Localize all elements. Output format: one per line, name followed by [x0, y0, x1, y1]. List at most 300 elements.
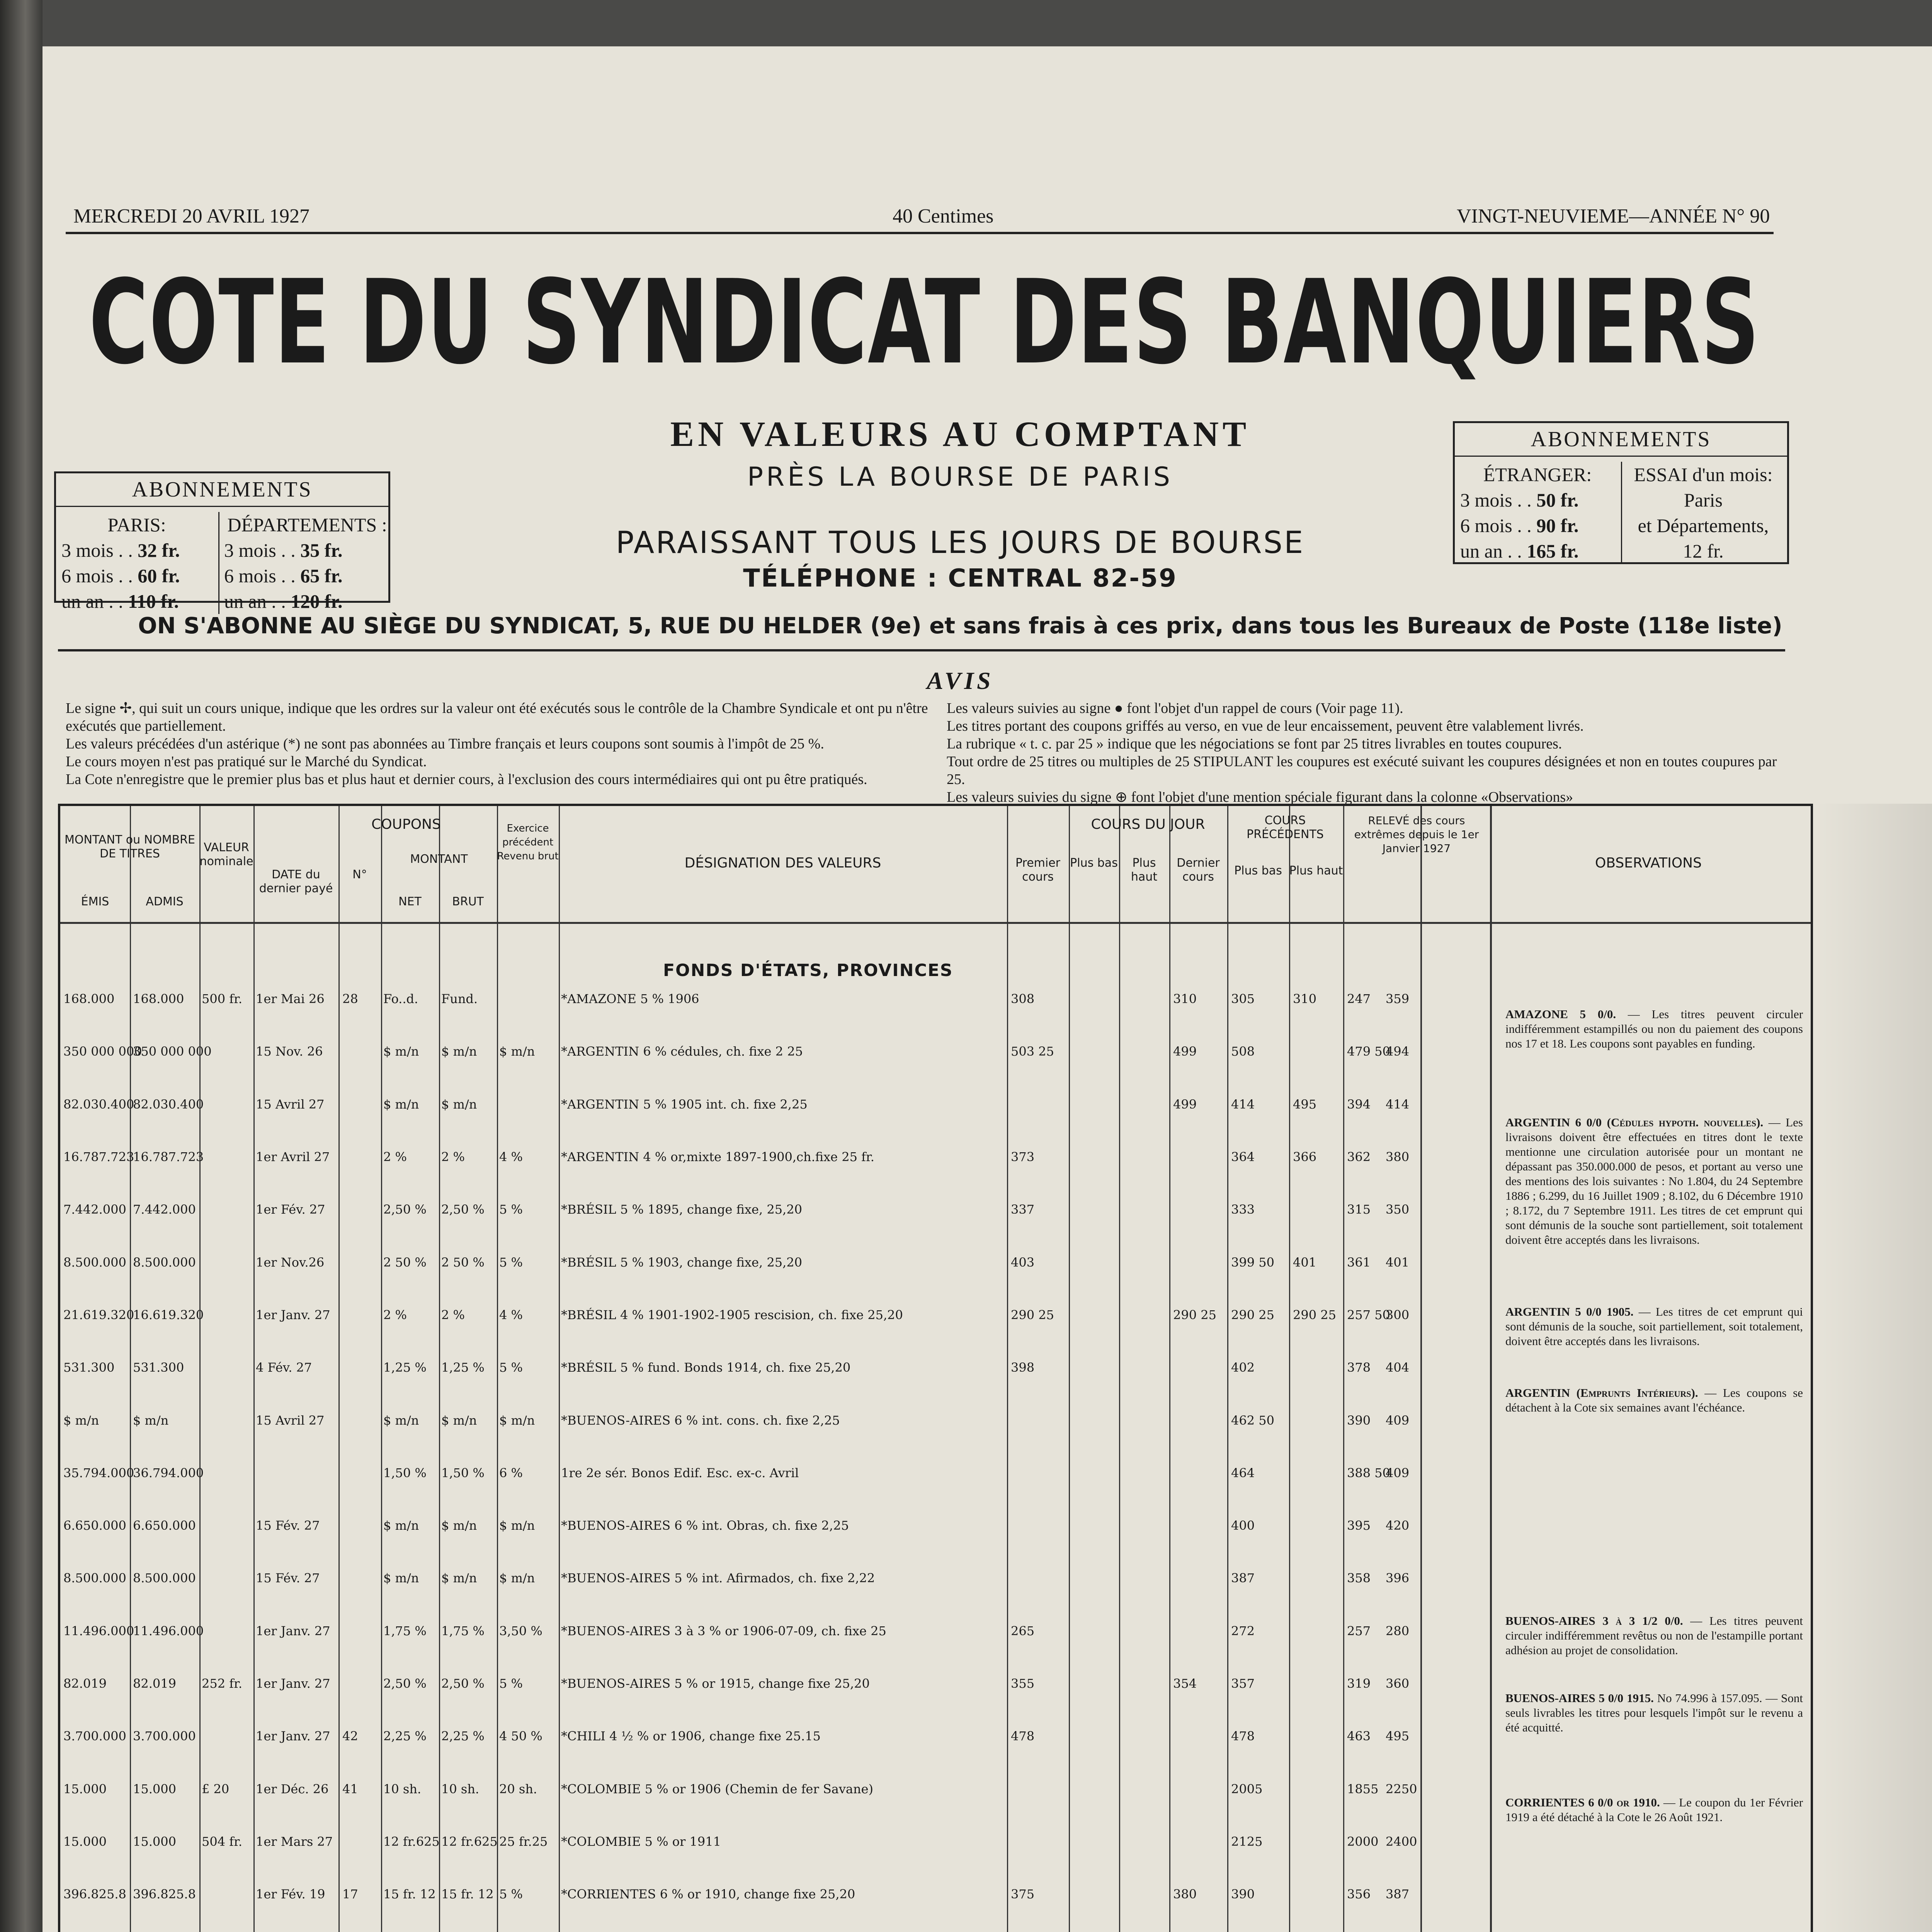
observation-title: ARGENTIN 5 0/0 1905. [1505, 1305, 1634, 1318]
observation-text: — Les livraisons doivent être effectuées en titres dont le texte mentionne une circulation autorisée pour un montant ne dépassant pas 350.000.000 de pesos, et portant au verso une des mentions des lois suivantes : No 1.804, du 24 Septembre 1886 ; 6.299, du 16 Juillet 1909 ; 8.102, du 6 Décembre 1910 ; 8.172, du 7 Septembre 1911. Les titres de cet emprunt qui sont démunis de la souche sont partiellement, soit totalement doivent être acceptés dans les livraisons. [1505, 1116, 1803, 1247]
cell-brut: $ m/n [441, 1097, 477, 1112]
cell-admis: 3.700.000 [133, 1729, 196, 1744]
cell-r2: 409 [1386, 1413, 1410, 1428]
cell-c1: 403 [1011, 1255, 1035, 1270]
cell-des: *BRÉSIL 5 % 1903, change fixe, 25,20 [561, 1255, 802, 1270]
cell-c4: 354 [1173, 1676, 1197, 1691]
cell-net: 2 % [383, 1307, 407, 1322]
column-divider [1169, 806, 1170, 1932]
observation-note [1505, 1304, 1803, 1349]
cell-brut: 2 % [441, 1149, 465, 1164]
cell-emis: 82.019 [63, 1676, 107, 1691]
cell-net: Fo..d. [383, 992, 418, 1006]
price-value: 165 fr. [1527, 540, 1579, 562]
column-divider [1490, 806, 1492, 1932]
col-head-dernier: Dernier cours [1177, 856, 1220, 884]
column-divider [253, 806, 255, 1932]
cell-des: *BRÉSIL 5 % fund. Bonds 1914, ch. fixe 25,20 [561, 1360, 851, 1375]
telephone-line: TÉLÉPHONE : CENTRAL 82-59 [743, 564, 1177, 593]
cell-brut: 1,50 % [441, 1465, 485, 1480]
col-head-emis: ÉMIS [81, 895, 109, 908]
col-head-designation: DÉSIGNATION DES VALEURS [684, 855, 881, 871]
cell-emis: 8.500.000 [63, 1255, 126, 1270]
cell-des: *BUENOS-AIRES 5 % or 1915, change fixe 25,20 [561, 1676, 870, 1691]
cell-ex: 4 50 % [499, 1729, 543, 1744]
paris-column [61, 512, 212, 614]
cell-net: 2 50 % [383, 1255, 427, 1270]
observation-note [1505, 1007, 1803, 1051]
cell-p1: 272 [1231, 1623, 1255, 1638]
observation-title: BUENOS-AIRES 5 0/0 1915. [1505, 1691, 1654, 1705]
col-head-cours-jour: COURS DU JOUR [1091, 816, 1205, 832]
cell-r1: 1855 [1347, 1781, 1379, 1796]
cell-r1: 358 [1347, 1571, 1371, 1586]
cell-brut: $ m/n [441, 1518, 477, 1533]
col-head-date: DATE du dernier payé [259, 868, 333, 895]
cell-net: 10 sh. [383, 1781, 422, 1796]
cell-net: 2,50 % [383, 1676, 427, 1691]
issue-date: MERCREDI 20 AVRIL 1927 [73, 205, 310, 227]
cell-val: £ 20 [202, 1781, 230, 1796]
col-head-num: N° [352, 868, 367, 881]
cell-ex: 5 % [499, 1202, 523, 1217]
avis-paragraph: Les valeurs précédées d'un astérique (*) ne sont pas abonnées au Timbre français et leurs coupons sont soumis à l'impôt de 25 %. [66, 736, 824, 752]
cell-c1: 337 [1011, 1202, 1035, 1217]
price-label: 3 mois . . [224, 539, 296, 561]
issue-price: 40 Centimes [893, 205, 994, 227]
cell-emis: 8.500.000 [63, 1571, 126, 1586]
col-head-observations: OBSERVATIONS [1595, 855, 1702, 871]
cell-p2: 366 [1293, 1149, 1317, 1164]
cell-r1: 378 [1347, 1360, 1371, 1375]
cell-net: $ m/n [383, 1518, 419, 1533]
observation-title: ARGENTIN (Emprunts Intérieurs). [1505, 1386, 1698, 1400]
cell-admis: 6.650.000 [133, 1518, 196, 1533]
price-label: 3 mois . . [61, 539, 133, 561]
col-head-montant: MONTANT ou NOMBRE DE TITRES [65, 833, 195, 861]
cell-emis: 3.700.000 [63, 1729, 126, 1744]
col-head-valeur: VALEUR nominale [199, 841, 253, 868]
col-head-plus-haut: Plus haut [1131, 856, 1158, 884]
cell-r1: 257 [1347, 1623, 1371, 1638]
cell-c1: 503 25 [1011, 1044, 1054, 1059]
cell-date: 1er Nov.26 [256, 1255, 325, 1270]
cell-c1: 478 [1011, 1729, 1035, 1744]
cell-brut: 1,25 % [441, 1360, 485, 1375]
cell-brut: 12 fr.625 [441, 1834, 498, 1849]
price-value: 35 fr. [300, 539, 343, 561]
cell-c1: 375 [1011, 1887, 1035, 1902]
cell-brut: $ m/n [441, 1571, 477, 1586]
cell-r1: 479 50 [1347, 1044, 1390, 1059]
cell-ex: 20 sh. [499, 1781, 537, 1796]
observation-title: BUENOS-AIRES 3 à 3 1/2 0/0. [1505, 1614, 1683, 1628]
departements-column [218, 512, 390, 614]
cell-admis: 8.500.000 [133, 1255, 196, 1270]
observation-note [1505, 1614, 1803, 1658]
cell-p2: 310 [1293, 992, 1317, 1006]
cell-ex: 5 % [499, 1255, 523, 1270]
col-head-prec-haut: Plus haut [1289, 864, 1343, 878]
cell-r1: 388 50 [1347, 1465, 1390, 1480]
cell-r1: 390 [1347, 1413, 1371, 1428]
cell-date: 15 Fév. 27 [256, 1518, 320, 1533]
observation-note [1505, 1386, 1803, 1415]
column-divider [1069, 806, 1070, 1932]
cell-p1: 399 50 [1231, 1255, 1274, 1270]
column-divider [199, 806, 201, 1932]
paris-heading: PARIS: [107, 514, 166, 536]
observation-note [1505, 1115, 1803, 1247]
col-head-exercice: Exercice précédent Revenu brut [497, 823, 559, 862]
publication-frequency: PARAISSANT TOUS LES JOURS DE BOURSE [616, 526, 1305, 560]
section-title: FONDS D'ÉTATS, PROVINCES [663, 961, 953, 980]
price-value: 60 fr. [138, 565, 180, 587]
cell-r1: 356 [1347, 1887, 1371, 1902]
price-label: un an . . [224, 590, 286, 612]
col-head-releve: RELEVÉ des cours extrêmes depuis le 1er Janvier 1927 [1354, 814, 1479, 855]
header-bottom-rule [60, 922, 1811, 924]
cell-r2: 409 [1386, 1465, 1410, 1480]
cell-ex: $ m/n [499, 1413, 535, 1428]
cell-emis: 11.496.000 [63, 1623, 134, 1638]
cell-emis: 168.000 [63, 992, 115, 1006]
cell-admis: 396.825.8 [133, 1887, 196, 1902]
cell-brut: 10 sh. [441, 1781, 480, 1796]
issue-number: VINGT-NEUVIEME—ANNÉE N° 90 [1457, 205, 1770, 227]
cell-date: 15 Fév. 27 [256, 1571, 320, 1586]
cell-des: *ARGENTIN 5 % 1905 int. ch. fixe 2,25 [561, 1097, 808, 1112]
avis-paragraph: Les valeurs suivies au signe ● font l'objet d'un rappel de cours (Voir page 11). [947, 700, 1403, 716]
cell-ex: 5 % [499, 1360, 523, 1375]
cell-r2: 420 [1386, 1518, 1410, 1533]
cell-des: 1re 2e sér. Bonos Edif. Esc. ex-c. Avril [561, 1465, 799, 1480]
masthead-subtitle: EN VALEURS AU COMPTANT [670, 414, 1250, 454]
price-value: 32 fr. [138, 539, 180, 561]
section-rule [58, 649, 1785, 651]
price-value: 90 fr. [1536, 515, 1579, 536]
cell-r2: 360 [1386, 1676, 1410, 1691]
cell-admis: 82.019 [133, 1676, 176, 1691]
cell-brut: 15 fr. 12 [441, 1887, 494, 1902]
column-divider [1343, 806, 1344, 1932]
avis-paragraph: La rubrique « t. c. par 25 » indique que les négociations se font par 25 titres livrables en toutes coupures. [947, 736, 1562, 752]
cell-emis: 350 000 000 [63, 1044, 142, 1059]
cell-p1: 364 [1231, 1149, 1255, 1164]
cell-p1: 357 [1231, 1676, 1255, 1691]
price-label: 6 mois . . [61, 565, 133, 587]
cell-r1: 463 [1347, 1729, 1371, 1744]
cell-p1: 400 [1231, 1518, 1255, 1533]
cell-brut: 2,50 % [441, 1676, 485, 1691]
avis-paragraph: Les titres portant des coupons griffés au verso, en vue de leur encaissement, peuvent être valablement livrés. [947, 718, 1584, 734]
cell-brut: 2,25 % [441, 1729, 485, 1744]
cell-c4: 380 [1173, 1887, 1197, 1902]
cell-r1: 257 50 [1347, 1307, 1390, 1322]
cell-p1: 478 [1231, 1729, 1255, 1744]
subscriptions-title: ABONNEMENTS [1455, 423, 1787, 457]
cell-des: *COLOMBIE 5 % or 1906 (Chemin de fer Savane) [561, 1781, 874, 1796]
col-head-prec-bas: Plus bas [1234, 864, 1282, 878]
cell-des: *COLOMBIE 5 % or 1911 [561, 1834, 721, 1849]
cell-des: *BUENOS-AIRES 6 % int. cons. ch. fixe 2,25 [561, 1413, 840, 1428]
cell-admis: 168.000 [133, 992, 184, 1006]
essai-column [1621, 462, 1784, 564]
cell-date: 1er Janv. 27 [256, 1676, 330, 1691]
cell-des: *AMAZONE 5 % 1906 [561, 992, 699, 1006]
essai-line: Paris [1684, 489, 1723, 511]
observation-title: CORRIENTES 6 0/0 or 1910. [1505, 1796, 1660, 1809]
cell-emis: 396.825.8 [63, 1887, 126, 1902]
observation-text: — Les coupons se détachent à la Cote six semaines avant l'échéance. [1505, 1386, 1803, 1414]
cell-net: 1,50 % [383, 1465, 427, 1480]
cell-c1: 308 [1011, 992, 1035, 1006]
column-divider [1289, 806, 1290, 1932]
cell-r2: 494 [1386, 1044, 1410, 1059]
cell-des: *BUENOS-AIRES 5 % int. Afirmados, ch. fixe 2,22 [561, 1571, 875, 1586]
cell-brut: $ m/n [441, 1044, 477, 1059]
masthead-location: PRÈS LA BOURSE DE PARIS [747, 462, 1173, 492]
column-divider [130, 806, 131, 1932]
page-right-margin [1816, 804, 1932, 1932]
avis-right-column [947, 699, 1785, 806]
essai-line: et Départements, [1638, 515, 1769, 536]
cell-p1: 333 [1231, 1202, 1255, 1217]
cell-r2: 414 [1386, 1097, 1410, 1112]
cell-date: 1er Mars 27 [256, 1834, 333, 1849]
cell-emis: 15.000 [63, 1834, 107, 1849]
cell-p1: 462 50 [1231, 1413, 1274, 1428]
cell-p1: 2005 [1231, 1781, 1263, 1796]
cell-admis: 16.787.723 [133, 1149, 204, 1164]
cell-emis: 7.442.000 [63, 1202, 126, 1217]
cell-net: $ m/n [383, 1571, 419, 1586]
cell-ex: $ m/n [499, 1518, 535, 1533]
column-divider [1007, 806, 1008, 1932]
cell-r2: 359 [1386, 992, 1410, 1006]
col-head-cours-precedents: COURS PRÉCÉDENTS [1247, 814, 1324, 841]
cell-ex: 3,50 % [499, 1623, 543, 1638]
price-value: 110 fr. [128, 590, 179, 612]
observation-text: No 74.996 à 157.095. — Sont seuls livrables les titres pour lesquels l'impôt sur le revenu a été acquitté. [1505, 1691, 1803, 1734]
etranger-column [1460, 462, 1615, 564]
cell-emis: 6.650.000 [63, 1518, 126, 1533]
avis-paragraph: Le cours moyen n'est pas pratiqué sur le Marché du Syndicat. [66, 753, 427, 770]
cell-r1: 362 [1347, 1149, 1371, 1164]
quotation-table [58, 804, 1813, 1932]
cell-brut: 1,75 % [441, 1623, 485, 1638]
cell-admis: 350 000 000 [133, 1044, 212, 1059]
cell-p2: 290 25 [1293, 1307, 1336, 1322]
col-head-admis: ADMIS [146, 895, 184, 908]
page-binding-edge [0, 0, 43, 1932]
cell-date: 1er Avril 27 [256, 1149, 330, 1164]
cell-ex: $ m/n [499, 1571, 535, 1586]
cell-date: 1er Fév. 19 [256, 1887, 325, 1902]
cell-net: 12 fr.625 [383, 1834, 440, 1849]
cell-p1: 390 [1231, 1887, 1255, 1902]
cell-p1: 2125 [1231, 1834, 1263, 1849]
avis-title: AVIS [927, 667, 994, 694]
cell-r2: 401 [1386, 1255, 1410, 1270]
cell-r1: 315 [1347, 1202, 1371, 1217]
essai-line: 12 fr. [1683, 540, 1724, 562]
column-divider [439, 806, 440, 1932]
essai-line: ESSAI d'un mois: [1634, 464, 1773, 485]
price-value: 50 fr. [1536, 489, 1579, 511]
cell-p1: 414 [1231, 1097, 1255, 1112]
cell-r1: 361 [1347, 1255, 1371, 1270]
observation-text: — Les titres de cet emprunt qui sont démunis de la souche, soit partiellement, soit totalement, doivent être acceptés dans les livraisons. [1505, 1305, 1803, 1348]
cell-des: *CORRIENTES 6 % or 1910, change fixe 25,20 [561, 1887, 855, 1902]
cell-ex: 5 % [499, 1887, 523, 1902]
avis-paragraph: Les valeurs suivies du signe ⊕ font l'objet d'une mention spéciale figurant dans la colonne «Observations» [947, 789, 1573, 805]
cell-r1: 394 [1347, 1097, 1371, 1112]
price-label: 6 mois . . [1460, 515, 1532, 536]
cell-des: *BUENOS-AIRES 6 % int. Obras, ch. fixe 2,25 [561, 1518, 849, 1533]
cell-ex: 25 fr.25 [499, 1834, 548, 1849]
cell-net: $ m/n [383, 1097, 419, 1112]
cell-c1: 355 [1011, 1676, 1035, 1691]
observation-title: ARGENTIN 6 0/0 (Cédules hypoth. nouvelles). [1505, 1116, 1764, 1129]
cell-brut: Fund. [441, 992, 478, 1006]
header-rule [66, 232, 1774, 234]
cell-p1: 290 25 [1231, 1307, 1274, 1322]
cell-emis: 21.619.320 [63, 1307, 134, 1322]
col-head-premier: Premier cours [1015, 856, 1061, 884]
price-label: un an . . [61, 590, 123, 612]
column-divider [1420, 806, 1422, 1932]
col-head-montant-coupon: MONTANT [410, 852, 468, 866]
subscriptions-box-left [54, 471, 390, 612]
cell-r1: 395 [1347, 1518, 1371, 1533]
cell-c4: 499 [1173, 1044, 1197, 1059]
cell-n: 42 [342, 1729, 358, 1744]
subscriptions-title: ABONNEMENTS [56, 473, 388, 507]
cell-c1: 373 [1011, 1149, 1035, 1164]
cell-des: *ARGENTIN 6 % cédules, ch. fixe 2 25 [561, 1044, 803, 1059]
cell-admis: 11.496.000 [133, 1623, 204, 1638]
cell-net: 2,50 % [383, 1202, 427, 1217]
col-head-net: NET [398, 895, 422, 908]
observation-text: — Les titres peuvent circuler indifféremment estampillés ou non du paiement des coupons nos 17 et 18. Les coupons sont payables en funding. [1505, 1007, 1803, 1050]
column-divider [559, 806, 560, 1932]
cell-r1: 2000 [1347, 1834, 1379, 1849]
cell-des: *BUENOS-AIRES 3 à 3 % or 1906-07-09, ch. fixe 25 [561, 1623, 886, 1638]
cell-ex: 4 % [499, 1307, 523, 1322]
departements-heading: DÉPARTEMENTS : [227, 514, 387, 536]
cell-admis: 7.442.000 [133, 1202, 196, 1217]
cell-admis: 15.000 [133, 1781, 176, 1796]
cell-date: 1er Déc. 26 [256, 1781, 329, 1796]
cell-net: 2 % [383, 1149, 407, 1164]
observation-title: AMAZONE 5 0/0. [1505, 1007, 1616, 1021]
avis-paragraph: La Cote n'enregistre que le premier plus bas et plus haut et dernier cours, à l'exclusion des cours intermédiaires qui ont pu être pratiqués. [66, 771, 867, 787]
column-divider [1119, 806, 1120, 1932]
cell-n: 41 [342, 1781, 358, 1796]
observation-note [1505, 1795, 1803, 1825]
avis-paragraph: Le signe ✢, qui suit un cours unique, indique que les ordres sur la valeur ont été exécutés sous le contrôle de la Chambre Syndicale et ont pu n'être exécutés que partiellement. [66, 700, 928, 734]
price-value: 65 fr. [300, 565, 343, 587]
cell-brut: $ m/n [441, 1413, 477, 1428]
cell-admis: 36.794.000 [133, 1465, 204, 1480]
cell-date: 1er Janv. 27 [256, 1307, 330, 1322]
cell-r2: 350 [1386, 1202, 1410, 1217]
cell-brut: 2 50 % [441, 1255, 485, 1270]
cell-date: 15 Nov. 26 [256, 1044, 323, 1059]
cell-val: 504 fr. [202, 1834, 243, 1849]
cell-emis: 82.030.400 [63, 1097, 134, 1112]
cell-admis: 16.619.320 [133, 1307, 204, 1322]
cell-c1: 290 25 [1011, 1307, 1054, 1322]
subscriptions-box-right [1453, 421, 1789, 564]
cell-ex: 4 % [499, 1149, 523, 1164]
cell-p1: 305 [1231, 992, 1255, 1006]
price-label: 3 mois . . [1460, 489, 1532, 511]
cell-r2: 495 [1386, 1729, 1410, 1744]
cell-date: 1er Janv. 27 [256, 1623, 330, 1638]
cell-val: 252 fr. [202, 1676, 243, 1691]
cell-p1: 402 [1231, 1360, 1255, 1375]
cell-emis: 531.300 [63, 1360, 115, 1375]
cell-des: *BRÉSIL 4 % 1901-1902-1905 rescision, ch. fixe 25,20 [561, 1307, 903, 1322]
cell-r2: 300 [1386, 1307, 1410, 1322]
column-divider [381, 806, 382, 1932]
cell-brut: 2 % [441, 1307, 465, 1322]
cell-admis: 531.300 [133, 1360, 184, 1375]
cell-des: *BRÉSIL 5 % 1895, change fixe, 25,20 [561, 1202, 802, 1217]
cell-admis: 15.000 [133, 1834, 176, 1849]
cell-c4: 310 [1173, 992, 1197, 1006]
price-label: un an . . [1460, 540, 1522, 562]
cell-net: 1,25 % [383, 1360, 427, 1375]
cell-date: 4 Fév. 27 [256, 1360, 312, 1375]
cell-n: 17 [342, 1887, 358, 1902]
cell-c1: 265 [1011, 1623, 1035, 1638]
cell-r2: 380 [1386, 1149, 1410, 1164]
cell-p1: 508 [1231, 1044, 1255, 1059]
observation-text: — Le coupon du 1er Février 1919 a été détaché à la Cote le 26 Août 1921. [1505, 1796, 1803, 1824]
column-divider [338, 806, 340, 1932]
cell-net: 2,25 % [383, 1729, 427, 1744]
cell-r2: 396 [1386, 1571, 1410, 1586]
cell-net: $ m/n [383, 1413, 419, 1428]
cell-date: 1er Fév. 27 [256, 1202, 325, 1217]
cell-date: 1er Janv. 27 [256, 1729, 330, 1744]
cell-emis: 16.787.723 [63, 1149, 134, 1164]
cell-r1: 247 [1347, 992, 1371, 1006]
cell-admis: 8.500.000 [133, 1571, 196, 1586]
cell-des: *ARGENTIN 4 % or,mixte 1897-1900,ch.fixe 25 fr. [561, 1149, 874, 1164]
cell-p2: 401 [1293, 1255, 1317, 1270]
cell-r2: 2250 [1386, 1781, 1417, 1796]
cell-r2: 404 [1386, 1360, 1410, 1375]
cell-r2: 2400 [1386, 1834, 1417, 1849]
cell-ex: $ m/n [499, 1044, 535, 1059]
col-head-plus-bas: Plus bas [1070, 856, 1118, 870]
cell-date: 1er Mai 26 [256, 992, 325, 1006]
cell-p1: 387 [1231, 1571, 1255, 1586]
cell-val: 500 fr. [202, 992, 243, 1006]
cell-c1: 398 [1011, 1360, 1035, 1375]
cell-r1: 319 [1347, 1676, 1371, 1691]
cell-ex: 6 % [499, 1465, 523, 1480]
cell-p2: 495 [1293, 1097, 1317, 1112]
cell-emis: $ m/n [63, 1413, 99, 1428]
observation-text: — Les titres peuvent circuler indifféremment revêtus ou non de l'estampille portant adhésion au projet de consolidation. [1505, 1614, 1803, 1657]
avis-left-column [66, 699, 943, 788]
cell-admis: 82.030.400 [133, 1097, 204, 1112]
